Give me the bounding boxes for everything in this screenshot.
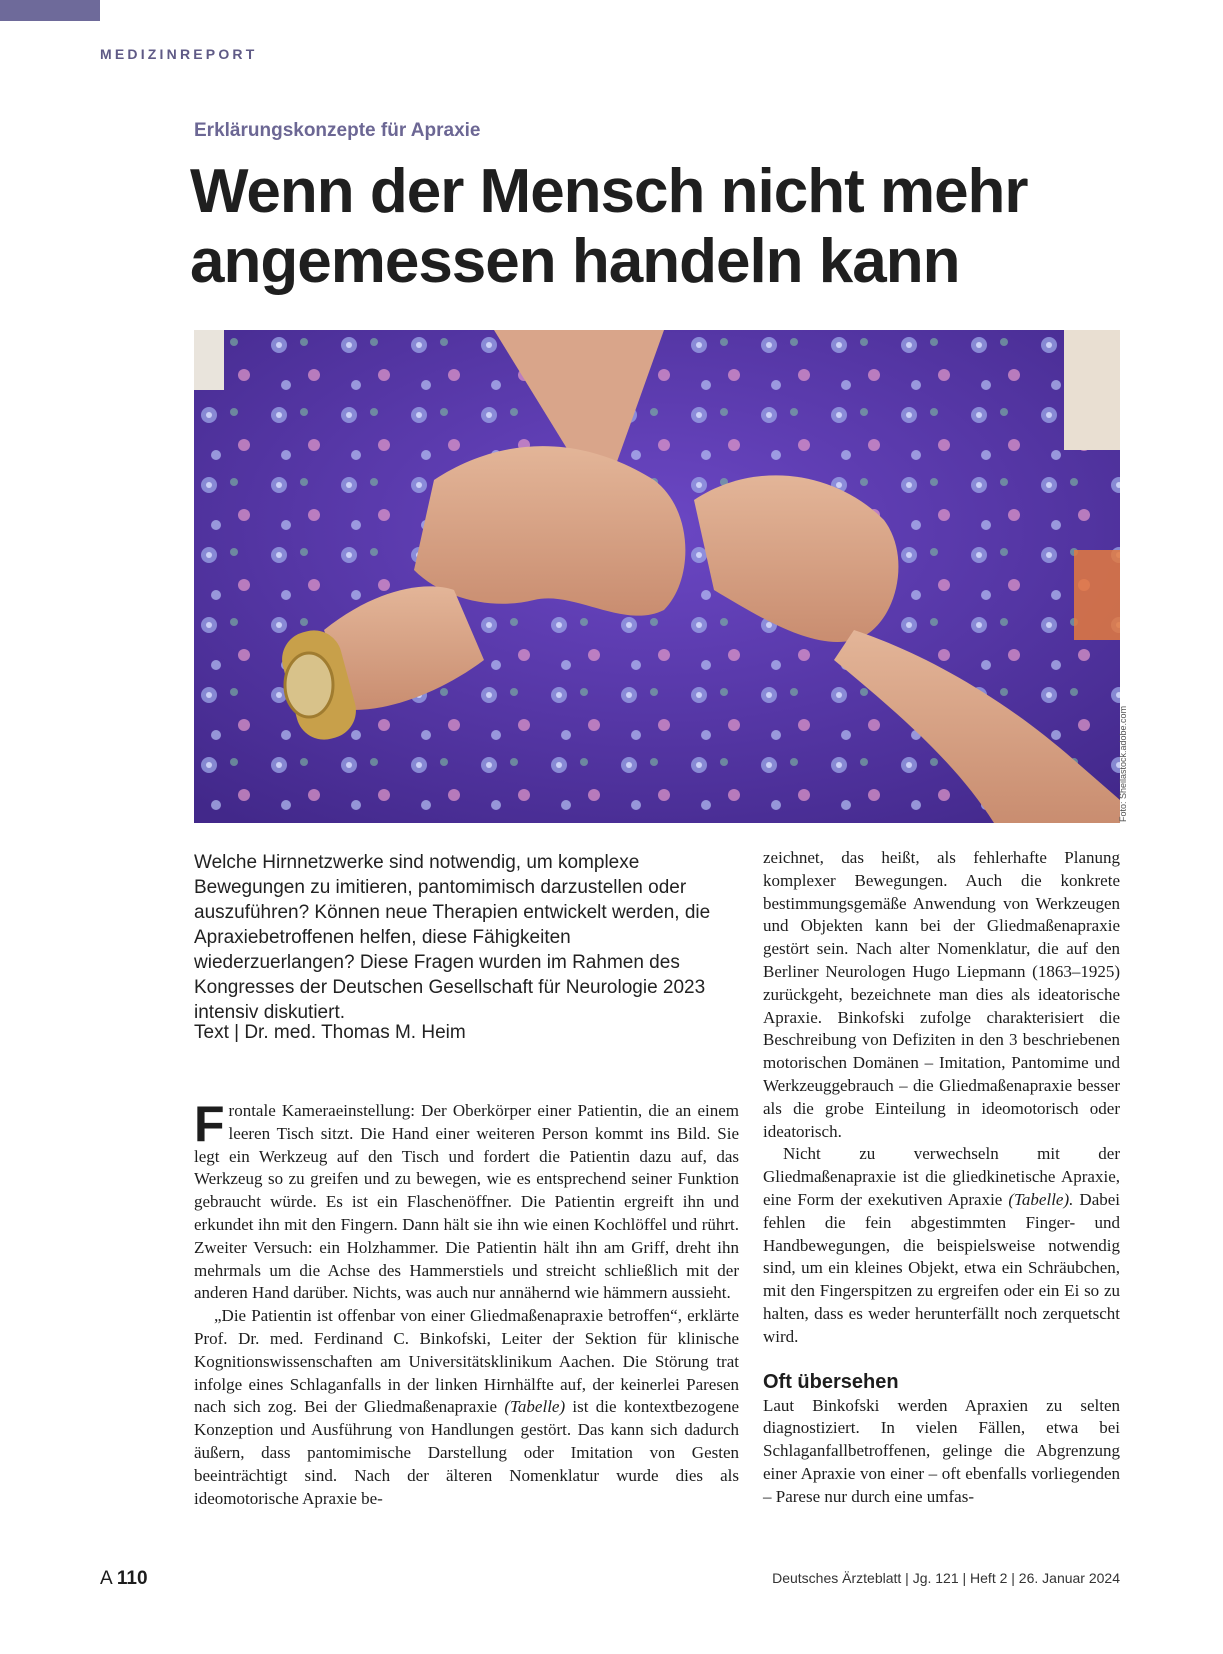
body-paragraph-2-text-a: „Die Patientin ist offenbar von einer Gliedmaßenapraxie betroffen“, erklärte Prof. Dr. med. Ferdinand C. Binkofski, Leiter der Sektion für klinische Kognitionswissenschaften am Universitätsklinikum Aachen. Die Störung trat infolge eines Schlaganfalls in der linken Hirnhälfte auf, der keinerlei Paresen nach sich zog. Bei der Gliedmaßenapraxie bbox=[194, 1306, 739, 1417]
body-column-1 bbox=[194, 1096, 739, 1510]
author-line: Text | Dr. med. Thomas M. Heim bbox=[194, 1022, 466, 1043]
article-photo bbox=[194, 330, 1120, 823]
photo-illustration bbox=[194, 330, 1120, 823]
photo-credit: Foto: Sheilastock.adobe.com bbox=[1118, 705, 1128, 822]
drop-cap: F bbox=[194, 1096, 225, 1152]
article-headline: Wenn der Mensch nicht mehr angemessen handeln kann bbox=[190, 157, 1028, 296]
article-kicker: Erklärungskonzepte für Apraxie bbox=[194, 120, 481, 141]
table-reference: (Tabelle). bbox=[1008, 1189, 1074, 1209]
page-number bbox=[100, 1568, 148, 1590]
article-lead: Welche Hirnnetzwerke sind notwendig, um komplexe Bewegungen zu imitieren, pantomimisch darzustellen oder auszuführen? Können neue Therapien entwickelt werden, die Apraxiebetroffenen helfen, diese Fähigkeiten wiederzuerlangen? Diese Fragen wurden im Rahmen des Kongresses der Deutschen Gesellschaft für Neurologie 2023 intensiv diskutiert. bbox=[194, 852, 711, 1023]
body-paragraph-3: zeichnet, das heißt, als fehlerhafte Planung komplexer Bewegungen. Auch die konkrete bestimmungsgemäße Anwendung von Werkzeugen und Objekten kann bei der Gliedmaßenapraxie gestört sein. Nach alter Nomenklatur, die auf den Berliner Neurologen Hugo Liepmann (1863–1925) zurückgeht, bezeichnete man dies als ideatorische Apraxie. Binkofski zufolge charakterisiert die Beschreibung von Defiziten in den 3 beschriebenen motorischen Domänen – Imitation, Pantomime und Werkzeuggebrauch – die Gliedmaßenapraxie besser als die grobe Einteilung in ideomotorisch oder ideatorisch. bbox=[763, 848, 1120, 1141]
journal-footer: Deutsches Ärzteblatt | Jg. 121 | Heft 2 | 26. Januar 2024 bbox=[772, 1570, 1120, 1586]
body-paragraph-2 bbox=[194, 1305, 739, 1510]
body-paragraph-5: Laut Binkofski werden Apraxien zu selten diagnostiziert. In vielen Fällen, etwa bei Schlaganfallbetroffenen, gelinge die Abgrenzung einer Apraxie von einer – oft ebenfalls vorliegenden – Parese nur durch eine umfas- bbox=[763, 1395, 1120, 1506]
body-paragraph-2-text-b: ist die kontextbezogene Konzeption und Ausführung von Handlungen gestört. Das kann sich dadurch äußern, dass pantomimische Darstellung oder Imitation von Gesten beeinträchtigt sind. Nach der älteren Nomenklatur wurde dies als ideomotorische Apraxie be- bbox=[194, 1397, 739, 1508]
body-paragraph-4-text-a: Nicht zu verwechseln mit der Gliedmaßenapraxie ist die gliedkinetische Apraxie, eine Form der exekutiven Apraxie bbox=[763, 1144, 1120, 1209]
section-subheading: Oft übersehen bbox=[763, 1370, 899, 1393]
body-paragraph-1-text: rontale Kameraeinstellung: Der Oberkörper einer Patientin, die an einem leeren Tisch sitzt. Die Hand einer weiteren Person kommt ins Bild. Sie legt ein Werkzeug auf den Tisch und fordert die Patientin dazu auf, das Werkzeug so zu greifen und zu bewegen, wie es entsprechend seiner Funktion gebraucht würde. Es ist ein Flaschenöffner. Die Patientin ergreift ihn und erkundet ihn mit den Fingern. Dann hält sie ihn wie einen Kochlöffel und rührt. Zweiter Versuch: ein Holzhammer. Die Patientin hält ihn am Griff, dreht ihn mehrmals um die Achse des Hammerstiels und streicht schließlich mit der anderen Hand darüber. Nichts, was auch nur annähernd wie hämmern aussieht. bbox=[194, 1101, 739, 1303]
body-paragraph-4 bbox=[763, 1143, 1120, 1348]
body-paragraph-1 bbox=[194, 1096, 739, 1305]
table-reference: (Tabelle) bbox=[504, 1397, 566, 1417]
body-paragraph-4-text-b: Dabei fehlen die fein abgestimmten Finger- und Handbewegungen, die beispielsweise notwendig sind, um ein kleines Objekt, etwa ein Schräubchen, mit den Fingerspitzen zu ergreifen oder ein Ei so zu halten, dass es weder herunterfällt noch zerquetscht wird. bbox=[763, 1189, 1121, 1346]
section-label: MEDIZINREPORT bbox=[100, 46, 258, 62]
body-column-2 bbox=[763, 847, 1120, 1509]
page-number-value: 110 bbox=[116, 1568, 148, 1589]
page-prefix: A bbox=[100, 1568, 112, 1589]
corner-accent-bar bbox=[0, 0, 100, 21]
